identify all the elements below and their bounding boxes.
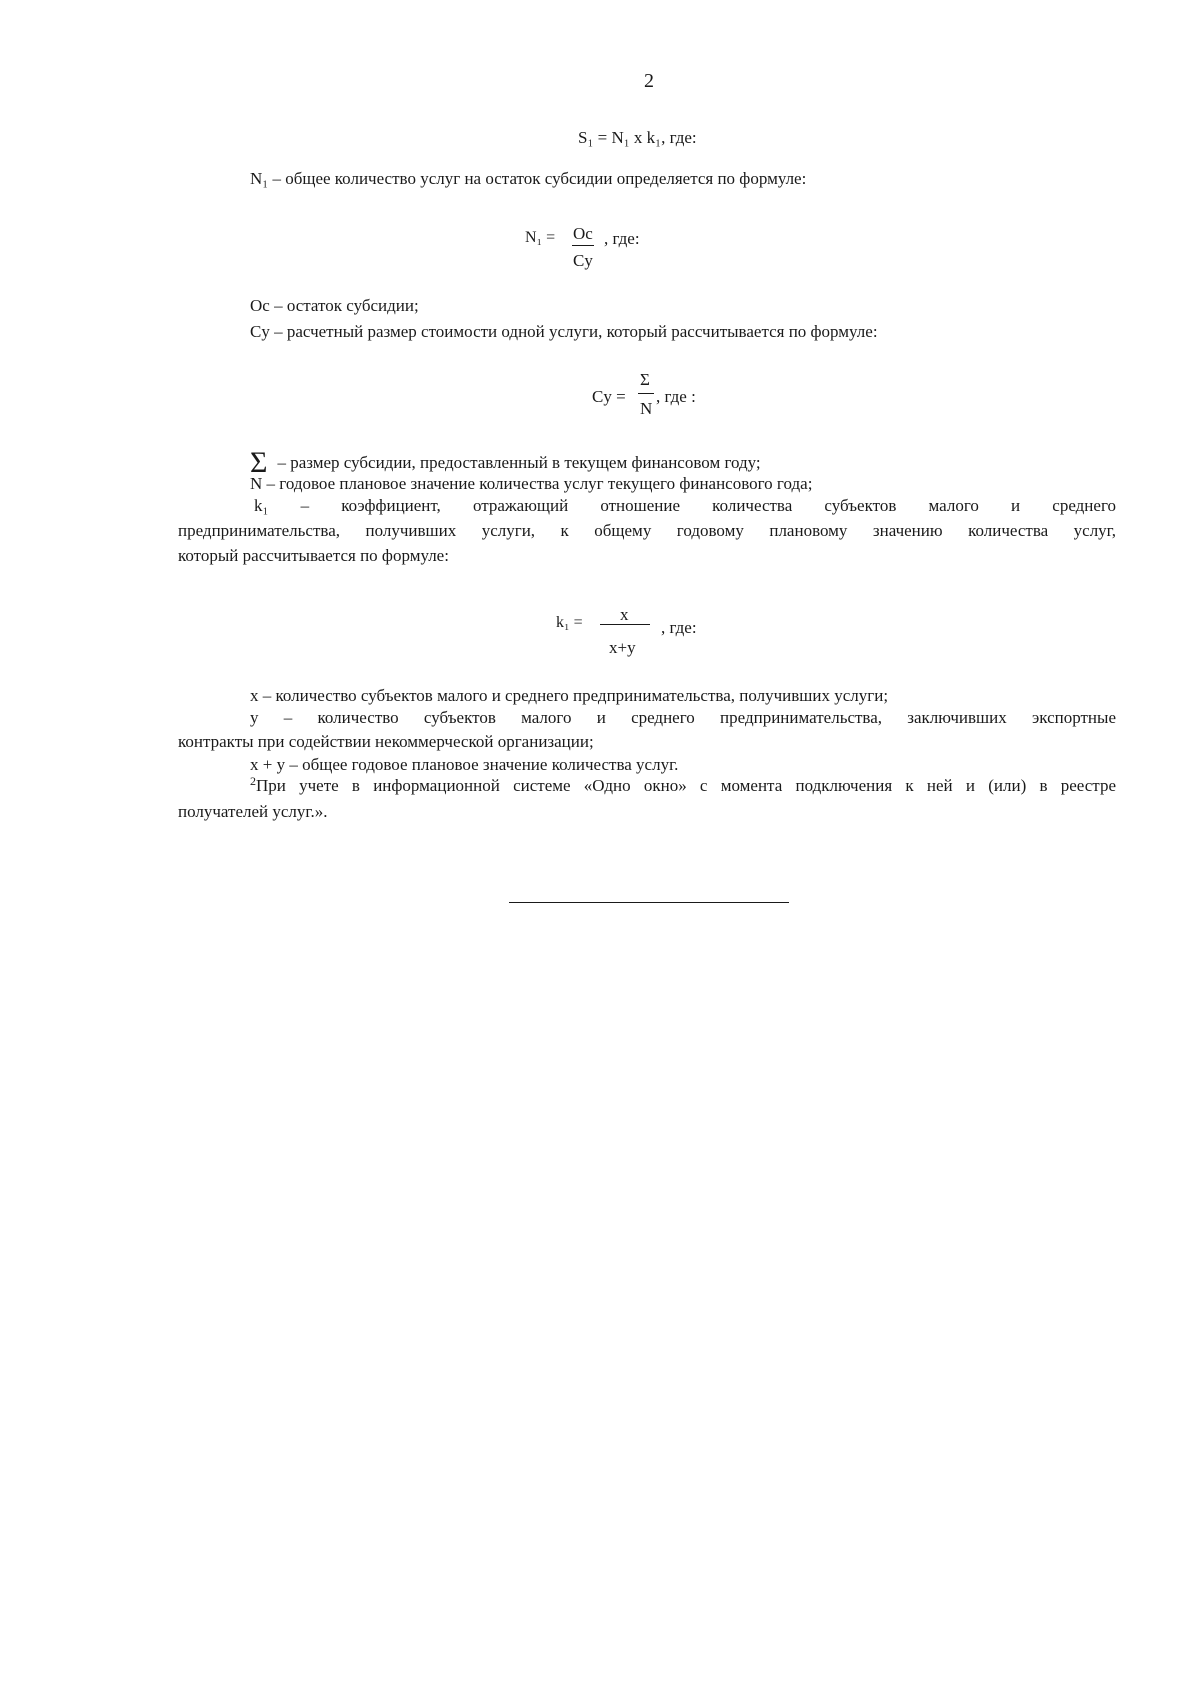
formula-k1-numerator: x: [620, 605, 629, 624]
formula-s1: S₁ = N₁ x k₁, где:: [578, 128, 697, 147]
formula-k1-suffix: , где:: [661, 618, 697, 637]
formula-cy-fraction-bar: [638, 393, 654, 394]
sigma-definition-text: – размер субсидии, предоставленный в текущем финансовом году;: [277, 453, 761, 472]
formula-n1-lhs: N₁ =: [525, 229, 556, 246]
page-number: 2: [644, 70, 654, 92]
formula-n1-numerator: Оc: [573, 224, 593, 243]
paragraph-k1-line-2: предпринимательства, получивших услуги, к общему годовому плановому значению количества услуг,: [178, 521, 1116, 540]
paragraph-k1-line-3: который рассчитывается по формуле:: [178, 546, 449, 565]
formula-cy-numerator: Σ: [640, 370, 650, 389]
paragraph-sigma-definition: [250, 442, 761, 479]
formula-k1-denominator: x+y: [609, 638, 636, 657]
paragraph-n-definition: N – годовое плановое значение количества услуг текущего финансового года;: [250, 474, 813, 493]
formula-k1-lhs: k₁ =: [556, 614, 583, 631]
formula-k1-fraction-bar: [600, 624, 650, 625]
footnote-line-1: [250, 776, 1116, 796]
footnote-line-2: получателей услуг.».: [178, 802, 328, 821]
paragraph-k1-line-1: k₁ – коэффициент, отражающий отношение количества субъектов малого и среднего: [254, 496, 1116, 515]
formula-cy-denominator: N: [640, 399, 653, 418]
paragraph-cy-definition: Cу – расчетный размер стоимости одной услуги, который рассчитывается по формуле:: [250, 322, 878, 341]
formula-cy-suffix: , где :: [656, 387, 696, 406]
paragraph-xy-definition: x + y – общее годовое плановое значение количества услуг.: [250, 755, 679, 774]
formula-n1-denominator: Cу: [573, 251, 593, 270]
footnote-line-1-text: При учете в информационной системе «Одно окно» с момента подключения к ней и (или) в реестре: [256, 776, 1116, 795]
paragraph-oc-definition: Оc – остаток субсидии;: [250, 296, 419, 315]
closing-separator-line: [509, 902, 789, 903]
paragraph-y-line-1: y – количество субъектов малого и среднего предпринимательства, заключивших экспортные: [250, 708, 1116, 727]
footnote-marker: 2: [250, 774, 256, 788]
paragraph-x-definition: x – количество субъектов малого и среднего предпринимательства, получивших услуги;: [250, 686, 889, 705]
paragraph-y-line-2: контракты при содействии некоммерческой организации;: [178, 732, 594, 751]
paragraph-n1-definition: N₁ – общее количество услуг на остаток субсидии определяется по формуле:: [250, 169, 807, 188]
formula-n1-suffix: , где:: [604, 229, 640, 248]
sigma-symbol: Σ: [250, 446, 268, 479]
formula-n1-fraction-bar: [572, 245, 594, 246]
formula-cy-lhs: Cу =: [592, 387, 626, 406]
